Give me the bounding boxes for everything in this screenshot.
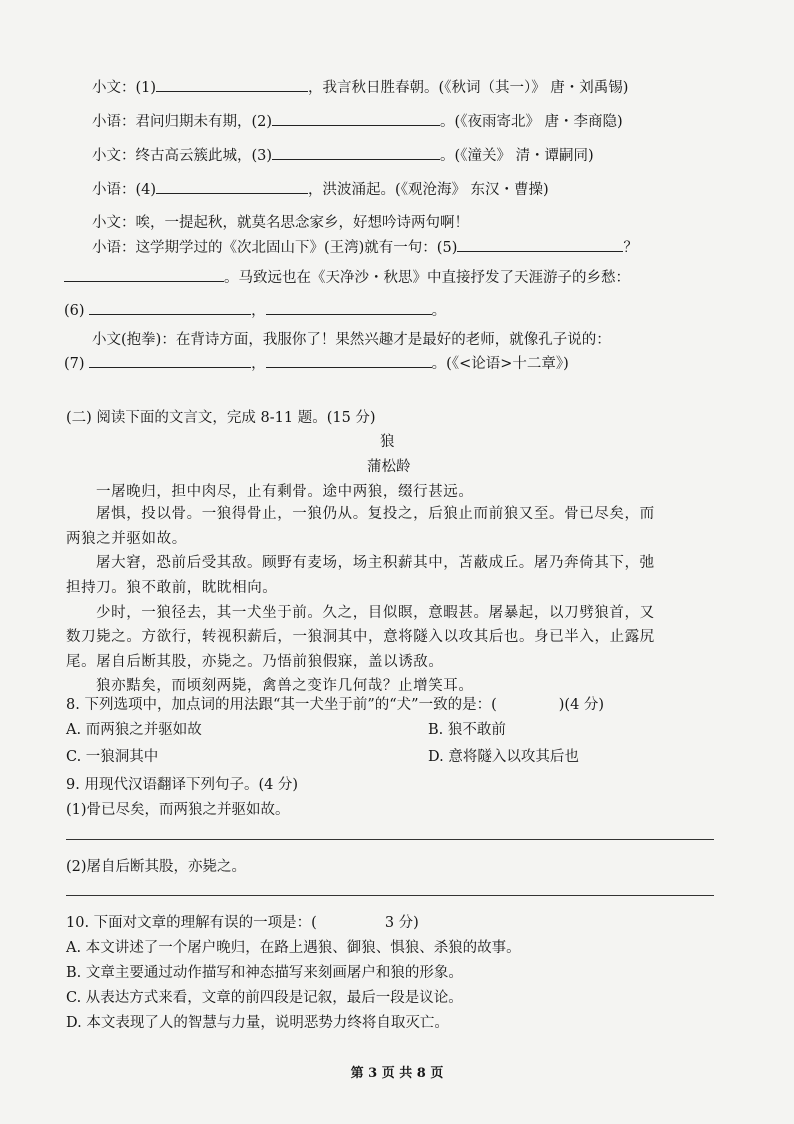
- dialogue-line-6: [92, 237, 638, 258]
- answer-blank-3[interactable]: [272, 145, 440, 160]
- passage-author: 蒲松龄: [367, 459, 411, 475]
- answer-blank-1[interactable]: [156, 77, 308, 92]
- line-text: ，: [251, 303, 266, 319]
- answer-blank-7a[interactable]: [89, 353, 251, 368]
- question-stem: 8. 下列选项中，加点词的用法跟“其一犬坐于前”的“犬”一致的是：(: [66, 697, 497, 713]
- line-text: ？: [623, 240, 638, 256]
- section-heading: (二) 阅读下面的文言文，完成 8-11 题。(15 分): [66, 410, 376, 426]
- line-text: ，: [251, 356, 266, 372]
- q8-option-c[interactable]: C. 一狼洞其中: [66, 749, 159, 765]
- answer-blank-6a[interactable]: [89, 300, 251, 315]
- line-text: 小文：(1): [92, 80, 157, 96]
- line-text: 。(《潼关》 清・谭嗣同): [440, 148, 594, 164]
- dialogue-line-2: [92, 111, 623, 132]
- answer-blank-7b[interactable]: [266, 353, 432, 368]
- q8-option-b[interactable]: B. 狼不敢前: [428, 722, 506, 738]
- answer-blank-4[interactable]: [156, 179, 308, 194]
- q10-option-d[interactable]: D. 本文表现了人的智慧与力量，说明恶势力终将自取灭亡。: [66, 1015, 449, 1031]
- question-score: 3 分): [384, 915, 419, 931]
- line-text: 小语：君问归期未有期，(2): [92, 114, 273, 130]
- question-9: 9. 用现代汉语翻译下列句子。(4 分): [66, 777, 299, 793]
- passage-p2b: 两狼之并驱如故。: [66, 531, 187, 547]
- passage-p4a: 少时，一狼径去，其一犬坐于前。久之，目似瞑，意暇甚。屠暴起，以刀劈狼首，又: [96, 605, 655, 621]
- q8-option-a[interactable]: A. 而两狼之并驱如故: [66, 722, 202, 738]
- question-8: [66, 695, 604, 715]
- answer-blank-5a[interactable]: [457, 237, 623, 252]
- line-text: 。: [431, 303, 447, 319]
- line-text: (6): [64, 303, 85, 319]
- line-text: 。马致远也在《天净沙・秋思》中直接抒发了天涯游子的乡愁：: [224, 270, 630, 286]
- passage-title: 狼: [380, 434, 395, 450]
- dialogue-line-8: [64, 300, 446, 321]
- line-text: ，我言秋日胜春朝。(《秋词（其一）》 唐・刘禹锡): [308, 80, 629, 96]
- passage-p4b: 数刀毙之。方欲行，转视积薪后，一狼洞其中，意将隧入以攻其后也。身已半入，止露尻: [66, 629, 655, 645]
- passage-p4c: 尾。屠自后断其股，亦毙之。乃悟前狼假寐，盖以诱敌。: [66, 654, 444, 670]
- page-number: 第 3 页 共 8 页: [350, 1066, 444, 1081]
- line-text: 。(《<论语>十二章》): [431, 356, 569, 372]
- answer-blank-5b[interactable]: [64, 267, 224, 282]
- line-text: 。(《夜雨寄北》 唐・李商隐): [440, 114, 623, 130]
- passage-p3b: 担持刀。狼不敢前，眈眈相向。: [66, 580, 278, 596]
- line-text: (7): [64, 356, 85, 372]
- dialogue-line-10: [64, 353, 569, 374]
- dialogue-line-1: [92, 77, 628, 98]
- answer-blank-6b[interactable]: [266, 300, 432, 315]
- q10-option-a[interactable]: A. 本文讲述了一个屠户晚归，在路上遇狼、御狼、惧狼、杀狼的故事。: [66, 940, 521, 956]
- question-10: [66, 913, 419, 933]
- answer-line-9-2[interactable]: [66, 895, 714, 896]
- answer-line-9-1[interactable]: [66, 839, 714, 840]
- q10-option-b[interactable]: B. 文章主要通过动作描写和神态描写来刻画屠户和狼的形象。: [66, 965, 463, 981]
- answer-blank-2[interactable]: [272, 111, 440, 126]
- passage-p1: 一屠晚归，担中肉尽，止有剩骨。途中两狼，缀行甚远。: [96, 484, 474, 500]
- dialogue-line-4: [92, 179, 549, 200]
- dialogue-line-3: [92, 145, 594, 166]
- question-stem: 10. 下面对文章的理解有误的一项是：(: [66, 915, 317, 931]
- line-text: 小语：这学期学过的《次北固山下》(王湾)就有一句：(5): [92, 240, 458, 256]
- dialogue-line-7: [64, 267, 630, 288]
- line-text: 小语：(4): [92, 182, 157, 198]
- line-text: 小文：终古高云簇此城，(3): [92, 148, 273, 164]
- passage-p5: 狼亦黠矣，而顷刻两毙，禽兽之变诈几何哉？止增笑耳。: [96, 678, 474, 694]
- line-text: ，洪波涌起。(《观沧海》 东汉・曹操): [308, 182, 549, 198]
- dialogue-line-5: 小文：唉，一提起秋，就莫名思念家乡，好想吟诗两句啊！: [92, 215, 469, 231]
- passage-p2a: 屠惧，投以骨。一狼得骨止，一狼仍从。复投之，后狼止而前狼又至。骨已尽矣，而: [96, 506, 655, 522]
- q9-sentence-2: (2)屠自后断其股，亦毙之。: [66, 859, 247, 875]
- q10-option-c[interactable]: C. 从表达方式来看，文章的前四段是记叙，最后一段是议论。: [66, 990, 463, 1006]
- q9-sentence-1: (1)骨已尽矣，而两狼之并驱如故。: [66, 802, 290, 818]
- question-score: )(4 分): [558, 697, 605, 713]
- passage-p3a: 屠大窘，恐前后受其敌。顾野有麦场，场主积薪其中，苫蔽成丘。屠乃奔倚其下，弛: [96, 555, 655, 571]
- q8-option-d[interactable]: D. 意将隧入以攻其后也: [428, 749, 579, 765]
- dialogue-line-9: 小文(抱拳)：在背诗方面，我服你了！果然兴趣才是最好的老师，就像孔子说的：: [92, 332, 611, 348]
